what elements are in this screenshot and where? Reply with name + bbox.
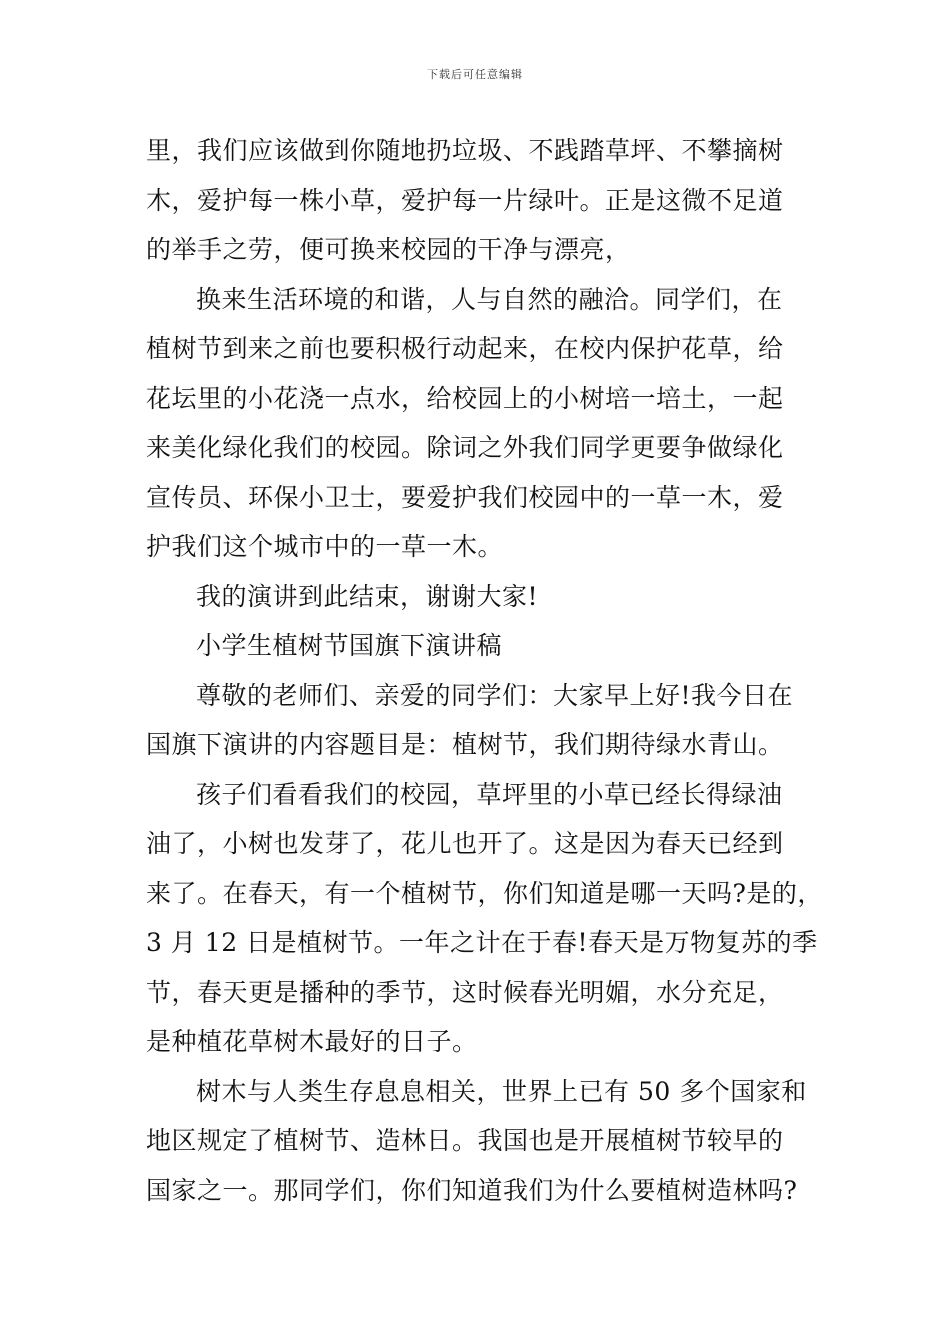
text-line: 护我们这个城市中的一草一木。 bbox=[146, 532, 504, 561]
text-line: 换来生活环境的和谐，人与自然的融洽。同学们，在 bbox=[196, 284, 783, 314]
document-body bbox=[146, 126, 822, 1215]
text-line: 油了，小树也发芽了，花儿也开了。这是因为春天已经到 bbox=[146, 829, 784, 858]
text-line: 木，爱护每一株小草，爱护每一片绿叶。正是这微不足道 bbox=[146, 185, 784, 215]
text-line: 花坛里的小花浇一点水，给校园上的小树培一培土，一起 bbox=[146, 383, 784, 413]
text-line: 的举手之劳，便可换来校园的干净与漂亮， bbox=[146, 235, 631, 264]
text-line: 树木与人类生存息息相关，世界上已有 50 多个国家和 bbox=[196, 1076, 807, 1106]
text-line: 我的演讲到此结束，谢谢大家! bbox=[196, 581, 539, 611]
text-line: 宣传员、环保小卫士，要爱护我们校园中的一草一木，爱 bbox=[146, 482, 784, 512]
text-line: 国家之一。那同学们，你们知道我们为什么要植树造林吗? bbox=[146, 1175, 798, 1205]
text-line: 来了。在春天，有一个植树节，你们知道是哪一天吗?是的， bbox=[146, 878, 823, 908]
text-line: 植树节到来之前也要积极行动起来，在校内保护花草，给 bbox=[146, 334, 784, 363]
text-line: 里，我们应该做到你随地扔垃圾、不践踏草坪、不攀摘树 bbox=[146, 136, 784, 165]
header-note: 下载后可任意编辑 bbox=[427, 68, 523, 81]
text-line: 是种植花草树木最好的日子。 bbox=[146, 1027, 478, 1056]
text-line: 3 月 12 日是植树节。一年之计在于春!春天是万物复苏的季 bbox=[146, 928, 818, 957]
text-line: 地区规定了植树节、造林日。我国也是开展植树节较早的 bbox=[146, 1126, 784, 1155]
text-line: 小学生植树节国旗下演讲稿 bbox=[196, 631, 503, 660]
text-line: 节，春天更是播种的季节，这时候春光明媚，水分充足， bbox=[146, 977, 784, 1007]
text-line: 来美化绿化我们的校园。除词之外我们同学更要争做绿化 bbox=[146, 433, 784, 462]
text-line: 国旗下演讲的内容题目是：植树节，我们期待绿水青山。 bbox=[146, 730, 784, 759]
text-line: 尊敬的老师们、亲爱的同学们：大家早上好!我今日在 bbox=[196, 680, 794, 710]
text-line: 孩子们看看我们的校园，草坪里的小草已经长得绿油 bbox=[196, 779, 783, 809]
